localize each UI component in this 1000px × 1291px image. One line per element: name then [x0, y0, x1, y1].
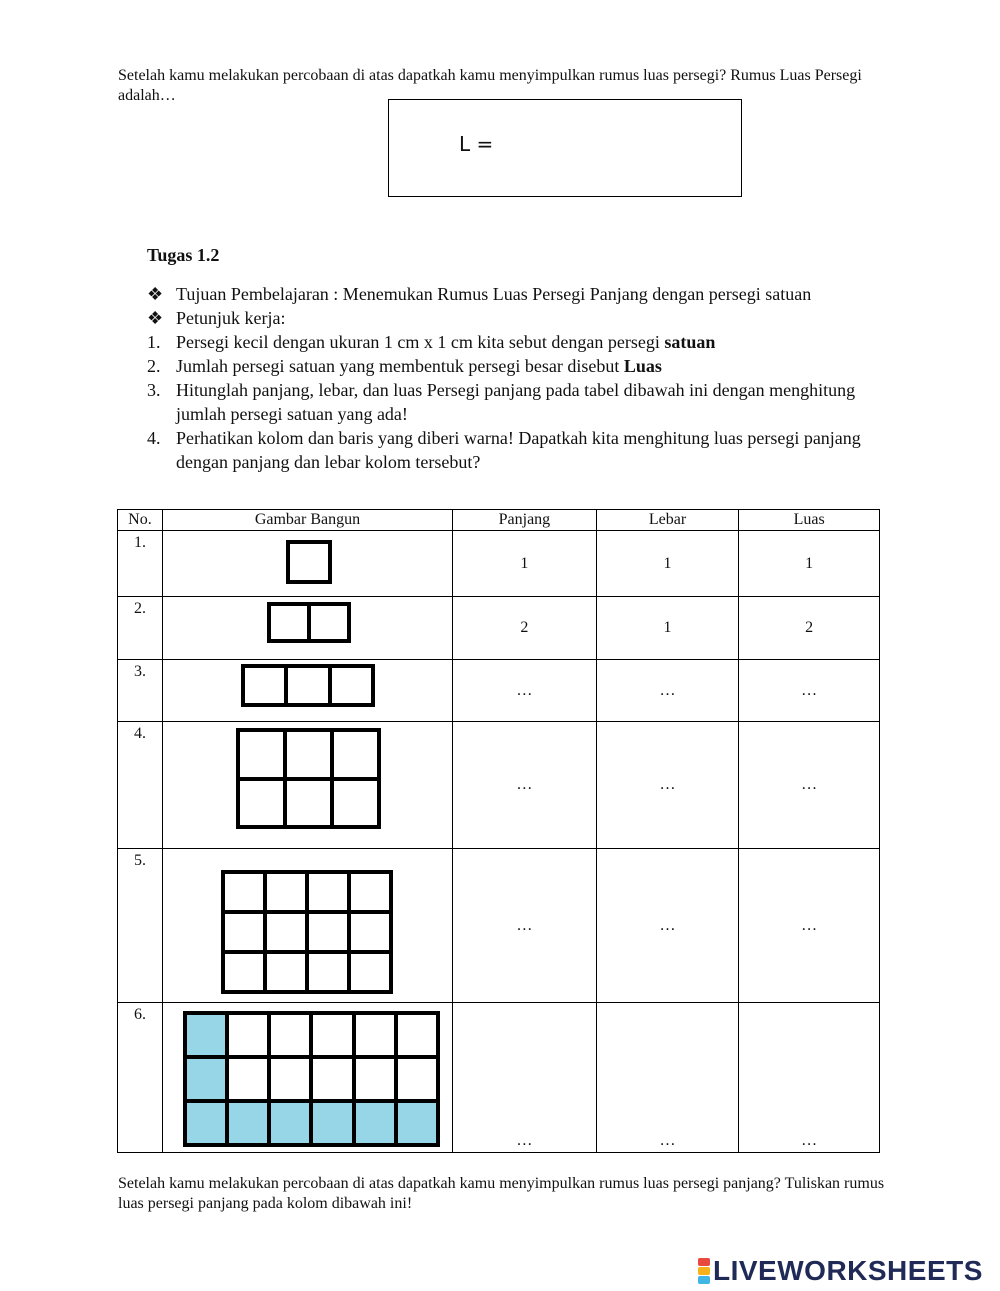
- unit-square: [332, 730, 379, 779]
- header-luas: Luas: [739, 510, 880, 531]
- lebar-answer-field[interactable]: …: [596, 849, 739, 1003]
- table-header-row: [118, 510, 880, 531]
- highlighted-unit-square: [354, 1101, 396, 1145]
- formula-label: L =: [459, 132, 494, 156]
- panjang-answer-field[interactable]: …: [453, 660, 597, 722]
- rectangle-grid-shape: [183, 1011, 440, 1147]
- row-number: 1.: [118, 531, 163, 597]
- watermark-text: LIVEWORKSHEETS: [713, 1255, 983, 1286]
- unit-square: [269, 1013, 311, 1057]
- lebar-answer-field[interactable]: …: [596, 1003, 739, 1153]
- unit-square: [223, 872, 265, 912]
- panjang-answer-field[interactable]: …: [453, 1003, 597, 1153]
- table-row: [118, 1003, 880, 1153]
- highlighted-unit-square: [269, 1101, 311, 1145]
- outro-paragraph: Setelah kamu melakukan percobaan di atas dapatkah kamu menyimpulkan rumus luas persegi panjang? Tuliskan rumus luas persegi panjang pada kolom dibawah ini!: [118, 1175, 885, 1212]
- highlighted-unit-square: [185, 1057, 227, 1101]
- unit-square: [243, 666, 286, 705]
- liveworksheets-watermark: [698, 1256, 983, 1286]
- luas-cell: 1: [739, 531, 880, 597]
- row-number: 4.: [118, 722, 163, 849]
- objective-text: Tujuan Pembelajaran : Menemukan Rumus Luas Persegi Panjang dengan persegi satuan: [176, 284, 812, 304]
- shape-cell: [162, 722, 452, 849]
- unit-square: [332, 779, 379, 828]
- table-row: [118, 849, 880, 1003]
- intro-paragraph: Setelah kamu melakukan percobaan di atas dapatkah kamu menyimpulkan rumus luas persegi? Rumus Luas Persegi adalah…: [118, 67, 862, 104]
- header-no: No.: [118, 510, 163, 531]
- highlighted-unit-square: [396, 1101, 438, 1145]
- unit-square: [311, 1057, 353, 1101]
- highlighted-unit-square: [311, 1101, 353, 1145]
- panjang-answer-field[interactable]: …: [453, 849, 597, 1003]
- list-number: 4.: [147, 428, 161, 448]
- row-number: 6.: [118, 1003, 163, 1153]
- rectangle-grid-shape: [267, 602, 351, 643]
- header-gambar-bangun: Gambar Bangun: [162, 510, 452, 531]
- unit-square: [354, 1013, 396, 1057]
- instructions-heading: [147, 306, 887, 330]
- instruction-bold-term: satuan: [664, 332, 716, 352]
- task-title: Tugas 1.2: [147, 245, 220, 265]
- unit-square: [349, 912, 391, 952]
- diamond-bullet-icon: ❖: [147, 284, 164, 304]
- highlighted-unit-square: [227, 1101, 269, 1145]
- luas-cell: 2: [739, 597, 880, 660]
- instruction-text: Perhatikan kolom dan baris yang diberi warna! Dapatkah kita menghitung luas persegi panjang dengan panjang dan lebar kolom tersebut?: [176, 428, 861, 472]
- row-number: 3.: [118, 660, 163, 722]
- unit-square: [307, 952, 349, 992]
- list-number: 1.: [147, 332, 161, 352]
- instruction-bold-term: Luas: [623, 356, 662, 376]
- instruction-item: [147, 426, 887, 474]
- unit-square: [227, 1057, 269, 1101]
- instruction-item: [147, 378, 887, 426]
- unit-square: [349, 872, 391, 912]
- logo-block-blue: [698, 1276, 710, 1284]
- unit-square: [265, 912, 307, 952]
- unit-square: [396, 1013, 438, 1057]
- unit-square: [285, 730, 332, 779]
- table-row: [118, 531, 880, 597]
- unit-square: [227, 1013, 269, 1057]
- instruction-item: [147, 330, 887, 354]
- task-instructions: [147, 282, 887, 474]
- luas-answer-field[interactable]: …: [739, 1003, 880, 1153]
- lebar-answer-field[interactable]: …: [596, 722, 739, 849]
- luas-answer-field[interactable]: …: [739, 660, 880, 722]
- rectangle-grid-shape: [236, 728, 381, 829]
- lebar-answer-field[interactable]: …: [596, 660, 739, 722]
- list-number: 2.: [147, 356, 161, 376]
- unit-square: [269, 604, 309, 641]
- luas-answer-field[interactable]: …: [739, 722, 880, 849]
- table-row: [118, 722, 880, 849]
- instruction-text: Persegi kecil dengan ukuran 1 cm x 1 cm kita sebut dengan persegi: [176, 332, 665, 352]
- panjang-answer-field[interactable]: …: [453, 722, 597, 849]
- rectangle-grid-shape: [221, 870, 393, 994]
- diamond-bullet-icon: ❖: [147, 308, 164, 328]
- unit-square: [223, 912, 265, 952]
- table-row: [118, 660, 880, 722]
- shape-cell: [162, 849, 452, 1003]
- instruction-text: Hitunglah panjang, lebar, dan luas Persegi panjang pada tabel dibawah ini dengan menghitung jumlah persegi satuan yang ada!: [176, 380, 856, 424]
- unit-square: [309, 604, 349, 641]
- unit-square: [311, 1013, 353, 1057]
- unit-square: [265, 872, 307, 912]
- instruction-item: [147, 354, 887, 378]
- unit-square: [286, 666, 329, 705]
- shape-cell: [162, 597, 452, 660]
- objective-line: [147, 282, 887, 306]
- logo-block-yellow: [698, 1267, 710, 1275]
- rectangle-grid-shape: [241, 664, 375, 707]
- unit-square: [354, 1057, 396, 1101]
- unit-square: [223, 952, 265, 992]
- liveworksheets-logo-icon: [698, 1258, 710, 1284]
- lebar-cell: 1: [596, 597, 739, 660]
- unit-square: [307, 872, 349, 912]
- unit-square: [238, 730, 285, 779]
- row-number: 5.: [118, 849, 163, 1003]
- unit-square: [349, 952, 391, 992]
- unit-square: [307, 912, 349, 952]
- logo-block-red: [698, 1258, 710, 1266]
- shape-cell: [162, 1003, 452, 1153]
- unit-square: [396, 1057, 438, 1101]
- unit-square: [330, 666, 373, 705]
- luas-answer-field[interactable]: …: [739, 849, 880, 1003]
- header-lebar: Lebar: [596, 510, 739, 531]
- table-row: [118, 597, 880, 660]
- unit-square: [285, 779, 332, 828]
- shape-cell: [162, 660, 452, 722]
- shape-cell: [162, 531, 452, 597]
- instruction-text: Jumlah persegi satuan yang membentuk persegi besar disebut: [176, 356, 624, 376]
- highlighted-unit-square: [185, 1101, 227, 1145]
- unit-square: [288, 542, 330, 582]
- panjang-cell: 2: [453, 597, 597, 660]
- row-number: 2.: [118, 597, 163, 660]
- unit-square: [265, 952, 307, 992]
- instructions-heading-text: Petunjuk kerja:: [176, 308, 286, 328]
- lebar-cell: 1: [596, 531, 739, 597]
- area-table: [117, 509, 880, 1153]
- panjang-cell: 1: [453, 531, 597, 597]
- highlighted-unit-square: [185, 1013, 227, 1057]
- square-formula-answer-box[interactable]: [388, 99, 742, 197]
- unit-square: [238, 779, 285, 828]
- header-panjang: Panjang: [453, 510, 597, 531]
- rectangle-grid-shape: [286, 540, 332, 584]
- list-number: 3.: [147, 380, 161, 400]
- unit-square: [269, 1057, 311, 1101]
